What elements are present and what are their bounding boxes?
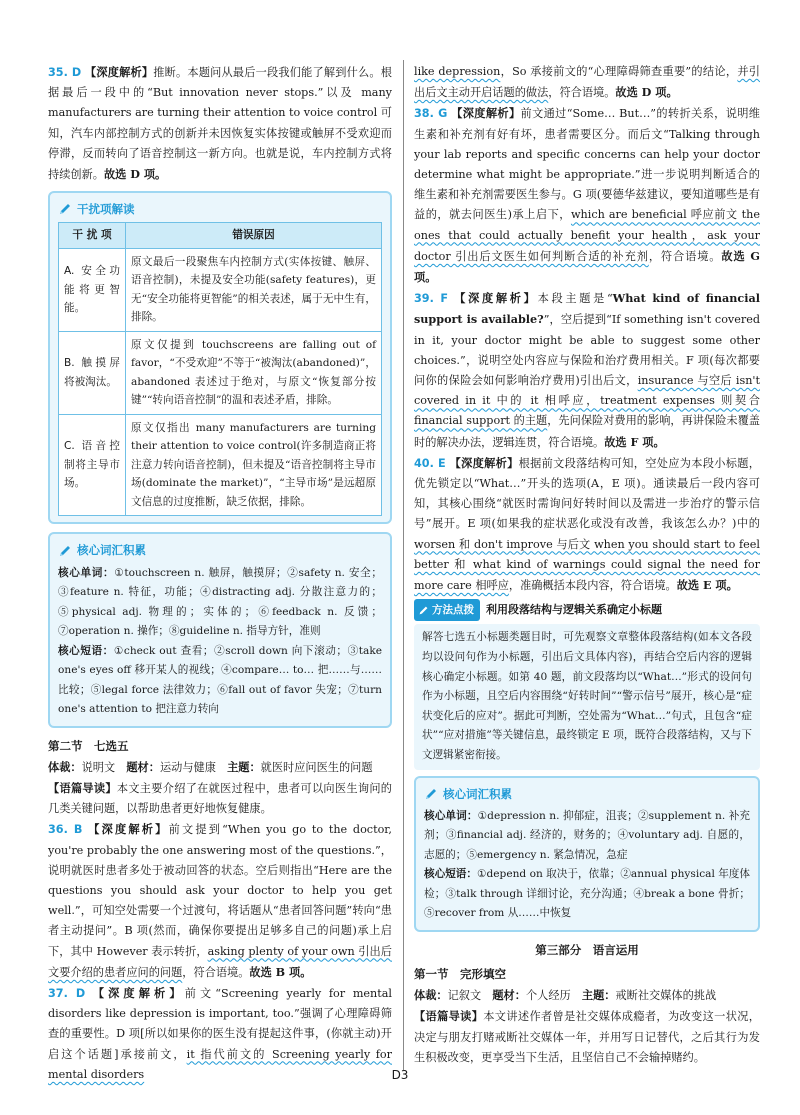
distractor-analysis-box	[48, 191, 392, 524]
part-title: 第三部分 语言运用	[535, 942, 639, 957]
reason-cell: 原文仅指出 many manufacturers are turning their attention to voice control(许多制造商正将注意力转向语音控制)，但未提及“语音控制将主导市场(dominate the market)”，“主导市场”是远超原文信息的过度推断，缺乏依据，排除。	[126, 414, 382, 516]
table-row	[59, 331, 382, 414]
core-words: 核心单词：①touchscreen n. 触屏，触摸屏；②safety n. 安全；③feature n. 特征，功能；④distracting adj. 分散注意力的；⑤physical adj. 物理的；实体的；⑥feedback n. 反馈；⑦operation n. 操作；⑧guideline n. 指导方针，准则	[58, 566, 383, 638]
core-phrases: 核心短语：①depend on 取决于，依靠；②annual physical 年度体检；③talk through 详细讨论，充分沟通；④break a bone 骨折；⑤recover from 从……中恢复	[424, 868, 751, 920]
method-body: 解答七选五小标题类题目时，可先观察文章整体段落结构(如本文各段均以设问句作为小标题，引出后文具体内容)，再结合空后内容的逻辑核心确定小标题。如第 40 题，前文段落均以“What…”形式的设问句作为小标题，且空后内容围绕“好转时间”“警示信号”展开，核心是“症状变化后的应对”。据此可判断，空处需为“What…”句式，且包含“症状”“应对措施”等关键信息，最终锁定 E 项，既符合段落结构，又与下文逻辑紧密衔接。	[414, 624, 760, 769]
table-header: 干 扰 项	[59, 223, 126, 249]
passage-meta: 体裁：说明文 题材：运动与健康 主题：就医时应问医生的问题	[48, 760, 373, 774]
answer: 故选 D 项。	[615, 85, 678, 100]
analysis-tag: 【深度解析】	[451, 106, 521, 121]
answer: 故选 D 项。	[103, 167, 167, 182]
underlined-evidence: insurance 与空后 isn't covered in it 中的 it 相呼应，treatment expenses 则契合 financial support 的主题	[414, 374, 760, 428]
option-cell: A. 安全功能将更智能。	[59, 248, 126, 331]
method-header	[414, 599, 760, 621]
question-number: 40. E	[414, 456, 446, 470]
box-title: 干扰项解读	[58, 199, 382, 219]
question-number: 35. D	[48, 66, 82, 79]
underlined-evidence: like depression	[414, 65, 501, 78]
question-39: 39. F 【深度解析】本段主题是“What kind of financial support is available?”，空后提到“If something isn't covered in it, your doctor might be able to suggest some other choices.”，说明空处内容应与保险和治疗费用相关。F 项(每次都要问你的保险会如何影响治疗费用)引出后文，insurance 与空后 isn't covered in it 中的 it 相呼应，treatment expenses 则契合 financial support 的主题，先问保险对费用的影响，再讲保险未覆盖时的解决办法，逻辑连贯，符合语境。故选 F 项。	[414, 291, 761, 449]
question-number: 36. B	[48, 823, 83, 837]
table-header: 错误原因	[126, 223, 382, 249]
question-number: 38. G	[414, 107, 448, 121]
column-divider	[403, 60, 404, 1070]
right-column	[414, 62, 760, 1068]
question-37-continued: like depression，So 承接前文的“心理障碍筛查重要”的结论，并引出后文主动开启话题的做法，符合语境。故选 D 项。	[414, 65, 760, 100]
section-title: 第二节 七选五	[48, 738, 129, 753]
pencil-icon	[424, 787, 438, 801]
table-row	[59, 414, 382, 516]
underlined-evidence: asking plenty of your own 引出后文要介绍的患者应问的问题	[48, 944, 392, 979]
vocab-box	[48, 532, 392, 727]
analysis-tag: 【深度解析】	[84, 65, 154, 79]
distractor-table	[58, 222, 382, 516]
analysis-text: 推断。本题问从最后一段我们能了解到什么。根据最后一段中的“But innovation never stops.”以及 many manufacturers are turning their attention to voice control 可知，汽车内部控制方式的创新并未因恢复实体按键或触屏不受欢迎而停滞，反而转向了语音控制这一新方向。也就是说，车内控制方式将持续创新。	[48, 66, 392, 182]
passage-meta: 体裁：记叙文 题材：个人经历 主题：戒断社交媒体的挑战	[414, 989, 717, 1003]
underlined-evidence: 并引出后文主动开启话题的做法	[414, 65, 760, 100]
page-number: D3	[391, 1068, 409, 1082]
answer: 故选 B 项。	[249, 964, 312, 979]
underlined-evidence: it 指代前文的 Screening yearly for mental disorders	[48, 1047, 392, 1081]
question-number: 39. F	[414, 292, 449, 306]
analysis-tag: 【深度解析】	[92, 986, 185, 1001]
answer: 故选 F 项。	[604, 434, 665, 449]
pencil-icon	[58, 202, 72, 216]
left-column	[48, 62, 392, 1085]
underlined-evidence: worsen 和 don't improve 与后文 when you should start to feel better 和 what kind of warnings could signal the need for more care 相呼应	[414, 537, 760, 593]
question-37: 37. D 【深度解析】前文“Screening yearly for mental disorders like depression is important, too.”强调了心理障碍筛查的重要性。D 项[所以如果你的医生没有提起这件事，(你就主动)开启这个话题]承接前文，it 指代前文的 Screening yearly for mental disorders	[48, 986, 392, 1081]
core-words: 核心单词：①depression n. 抑郁症，沮丧；②supplement n. 补充剂；③financial adj. 经济的，财务的；④voluntary adj. 自愿的，志愿的；⑤emergency n. 紧急情况，急症	[424, 809, 750, 861]
vocab-box	[414, 776, 760, 932]
method-badge: 方法点拨	[414, 599, 480, 621]
reason-cell: 原文仅提到 touchscreens are falling out of favor，“不受欢迎”不等于“被淘汰(abandoned)”，abandoned 表述过于绝对，与原文“恢复部分按键”“转向语音控制”的温和表述矛盾，排除。	[126, 331, 382, 414]
core-phrases: 核心短语：①check out 查看；②scroll down 向下滚动；③take one's eyes off 移开某人的视线；④compare… to… 把……与……比较；⑤legal force 法律效力；⑥fall out of favor 失宠；⑦turn one's attention to 把注意力转向	[58, 644, 383, 716]
passage-guide: 【语篇导读】本文主要介绍了在就医过程中，患者可以向医生询问的几类关键问题，以帮助患者更好地恢复健康。	[48, 781, 392, 816]
box-title: 核心词汇积累	[58, 540, 382, 560]
box-title: 核心词汇积累	[424, 784, 750, 804]
question-40: 40. E 【深度解析】根据前文段落结构可知，空处应为本段小标题，优先锁定以“What…”开头的选项(A，E 项)。通读最后一段内容可知，其核心围绕“就医时需询问好转时间以及需进一步治疗的警示信号”展开。E 项(如果我的症状恶化或没有改善，我该怎么办？)中的 worsen 和 don't improve 与后文 when you should start to feel better 和 what kind of warnings could signal the need for more care 相呼应，准确概括本段内容，符合语境。故选 E 项。	[414, 455, 760, 593]
question-38: 38. G 【深度解析】前文通过“Some… But…”的转折关系，说明维生素和补充剂有好有坏，患者需要区分。而后文“Talking through your lab reports and specific concerns can help your doctor determine what might be appropriate.”进一步说明判断适合的维生素和补充剂需要医生参与。G 项(要德华兹建议，要知道哪些是有益的，就去问医生)承上启下，which are beneficial 呼应前文 the ones that could actually benefit your health，ask your doctor 引出后文医生如何判断合适的补充剂，符合语境。故选 G 项。	[414, 106, 760, 285]
option-cell: C. 语音控制将主导市场。	[59, 414, 126, 516]
method-title: 利用段落结构与逻辑关系确定小标题	[486, 603, 662, 617]
pencil-icon	[418, 605, 429, 616]
analysis-tag: 【深度解析】	[88, 822, 169, 837]
underlined-evidence: which are beneficial 呼应前文 the ones that could actually benefit your health，ask your doctor 引出后文医生如何判断合适的补充剂	[414, 208, 760, 263]
pencil-icon	[58, 544, 72, 558]
answer: 故选 E 项。	[676, 578, 738, 593]
analysis-tag: 【深度解析】	[449, 455, 519, 470]
question-number: 37. D	[48, 987, 86, 1001]
question-36: 36. B 【深度解析】前文提到“When you go to the doctor, you're probably the one answering most of the questions.”，说明就医时患者多处于被动回答的状态。空后则指出“Here are the questions you should ask your doctor to help you get well.”，可知空处需要一个过渡句，将话题从“患者回答问题”转向“患者主动提问”。B 项(然而，确保你要提出足够多自己的问题)承上启下，其中 However 表示转折，asking plenty of your own 引出后文要介绍的患者应问的问题，符合语境。故选 B 项。	[48, 822, 392, 979]
question-35	[48, 62, 392, 185]
section-title: 第一节 完形填空	[414, 967, 506, 982]
analysis-tag: 【深度解析】	[454, 291, 538, 306]
passage-guide: 【语篇导读】本文讲述作者曾是社交媒体成瘾者，为改变这一状况，决定与朋友打赌戒断社交媒体一年，并用写日记替代，之后其行为发生积极改变，更享受当下生活，且坚信自己不会输掉赌约。	[414, 1009, 760, 1064]
table-row	[59, 248, 382, 331]
option-cell: B. 触摸屏将被淘汰。	[59, 331, 126, 414]
answer: 故选 G 项。	[414, 248, 760, 285]
reason-cell: 原文最后一段聚焦车内控制方式(实体按键、触屏、语音控制)，未提及安全功能(safety features)，更无“安全功能将更智能”的相关表述，属于无中生有，排除。	[126, 248, 382, 331]
